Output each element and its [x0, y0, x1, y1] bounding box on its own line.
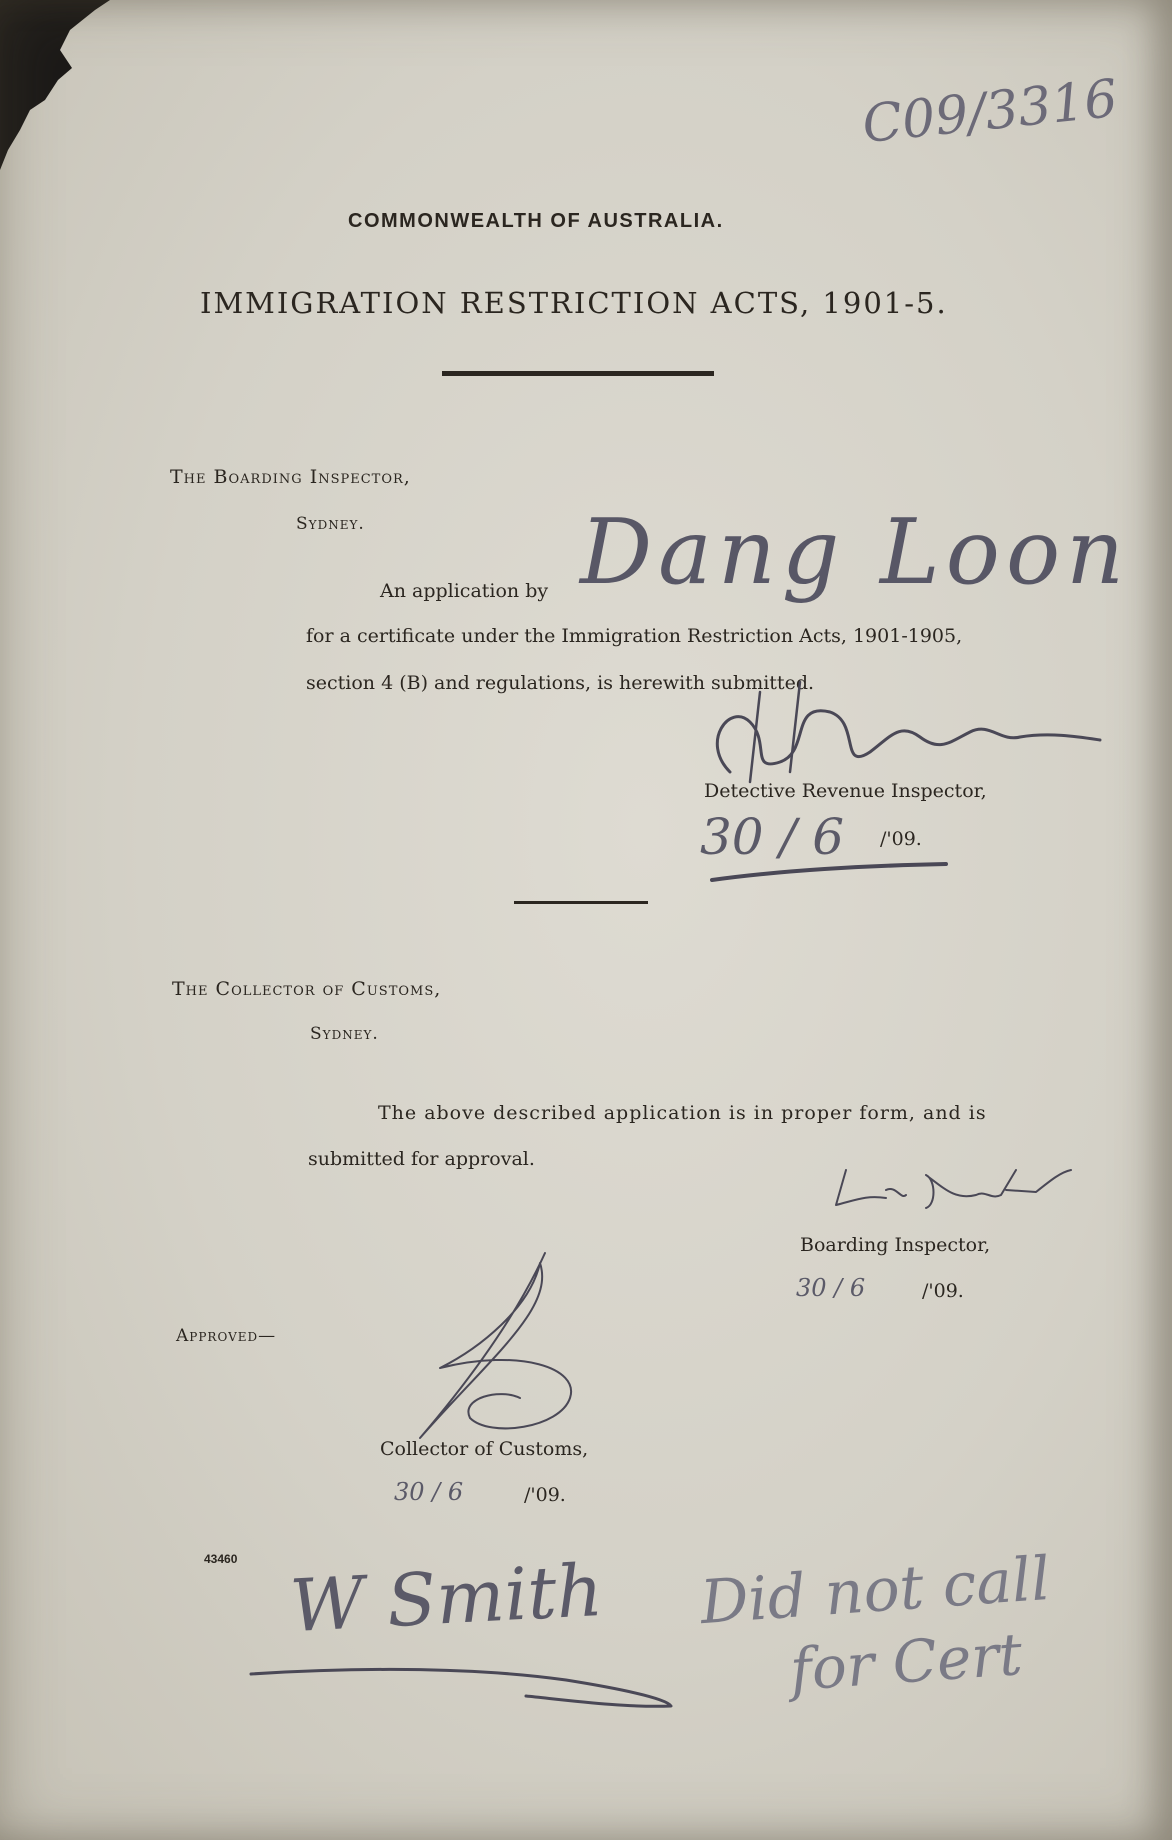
- applicant-name: Dang Loon: [580, 500, 1131, 605]
- header-commonwealth: COMMONWEALTH OF AUSTRALIA.: [348, 210, 724, 232]
- torn-corner: [0, 0, 110, 170]
- boarding-inspector-date-handwritten: 30 / 6: [796, 1274, 866, 1302]
- collector-date-handwritten: 30 / 6: [394, 1478, 464, 1506]
- addressee-collector: The Collector of Customs,: [172, 978, 442, 1000]
- addressee-boarding-inspector: The Boarding Inspector,: [170, 466, 411, 488]
- application-body-line2: section 4 (B) and regulations, is herewith submitted.: [306, 672, 815, 694]
- boarding-inspector-title: Boarding Inspector,: [800, 1234, 991, 1256]
- header-acts-title: IMMIGRATION RESTRICTION ACTS, 1901-5.: [200, 286, 948, 320]
- approved-label: Approved—: [176, 1326, 277, 1346]
- inspector-date-underline: [710, 858, 950, 888]
- inspector-title: Detective Revenue Inspector,: [704, 780, 987, 802]
- application-prefix: An application by: [380, 580, 549, 602]
- note-for-cert: for Cert: [787, 1619, 1025, 1705]
- collector-signature: [370, 1248, 590, 1448]
- inspector-date-handwritten: 30 / 6: [700, 808, 845, 866]
- collector-body-line1: The above described application is in proper form, and is: [378, 1102, 987, 1124]
- boarding-inspector-date-year: /'09.: [922, 1280, 964, 1302]
- boarding-inspector-signature: [826, 1160, 1076, 1220]
- addressee-city: Sydney.: [296, 514, 365, 534]
- collector-title: Collector of Customs,: [380, 1438, 589, 1460]
- form-number: 43460: [204, 1552, 238, 1566]
- collector-date-year: /'09.: [524, 1484, 566, 1506]
- collector-body-line2: submitted for approval.: [308, 1148, 535, 1170]
- section-divider: [514, 901, 648, 904]
- file-reference: C09/3316: [859, 68, 1121, 156]
- application-body-line1: for a certificate under the Immigration Restriction Acts, 1901-1905,: [306, 625, 963, 647]
- inspector-date-year: /'09.: [880, 828, 922, 850]
- collector-city: Sydney.: [310, 1024, 379, 1044]
- header-divider: [442, 371, 714, 376]
- note-did-not-call: Did not call: [697, 1543, 1053, 1639]
- footer-signature-underline: [246, 1660, 676, 1720]
- footer-signature: W Smith: [288, 1547, 605, 1649]
- inspector-signature: [690, 682, 1110, 792]
